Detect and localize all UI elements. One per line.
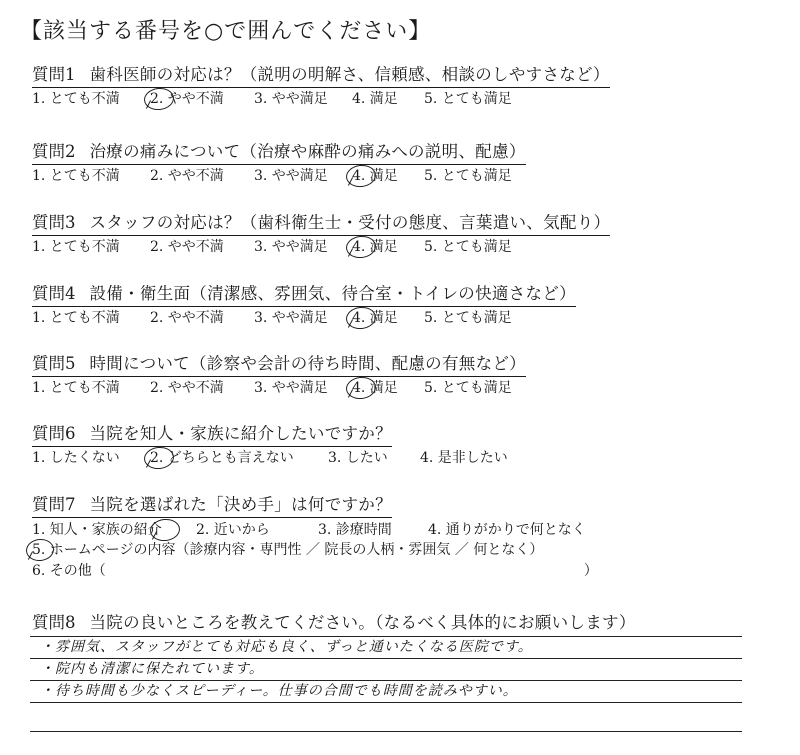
question-5-options — [32, 378, 534, 398]
question-2-text: 治療の痛みについて（治療や麻酔の痛みへの説明、配慮） — [89, 142, 526, 161]
question-4-label: 質問4 — [32, 284, 76, 303]
question-3 — [32, 212, 610, 257]
q5-option-2[interactable]: 2. やや不満 — [150, 380, 224, 396]
q1-option-5[interactable]: 5. とても満足 — [424, 91, 512, 107]
q7-option-6-row — [32, 561, 598, 582]
question-7-text: 当院を選ばれた「決め手」は何ですか？ — [89, 495, 392, 514]
q2-option-5[interactable]: 5. とても満足 — [424, 168, 512, 184]
question-5-text: 時間について（診察や会計の待ち時間、配慮の有無など） — [89, 354, 526, 373]
question-1-text: 歯科医師の対応は？（説明の明解さ、信頼感、相談のしやすさなど） — [89, 65, 610, 84]
question-3-text: スタッフの対応は？（歯科衛生士・受付の態度、言葉遣い、気配り） — [89, 213, 611, 232]
answer-line-3[interactable]: ・待ち時間も少なくスピーディー。仕事の合間でも時間を読みやすい。 — [30, 681, 742, 703]
question-8-text: 当院の良いところを教えてください。（なるべく具体的にお願いします） — [89, 613, 636, 632]
q7-option-5[interactable]: 5. ホームページの内容（診療内容・専門性 ／ 院長の人柄・雰囲気 ／ 何となく） — [32, 542, 544, 558]
question-1-options — [32, 89, 610, 109]
q7-option-4[interactable]: 4. 通りがかりで何となく — [428, 522, 586, 538]
q2-option-1[interactable]: 1. とても不満 — [32, 168, 120, 184]
q7-option-3[interactable]: 3. 診療時間 — [318, 522, 392, 538]
question-3-heading — [32, 212, 610, 236]
question-6 — [32, 423, 530, 468]
q1-option-4[interactable]: 4. 満足 — [352, 91, 398, 107]
question-2-label: 質問2 — [32, 142, 76, 161]
question-8 — [32, 612, 636, 635]
form-title: 【該当する番号を○で囲んでください】 — [20, 19, 432, 44]
question-2-heading — [32, 141, 526, 165]
q4-option-5[interactable]: 5. とても満足 — [424, 310, 512, 326]
question-6-options — [32, 448, 530, 468]
q4-option-4[interactable]: 4. 満足 — [352, 310, 398, 326]
q3-option-1[interactable]: 1. とても不満 — [32, 239, 120, 255]
q4-option-2[interactable]: 2. やや不満 — [150, 310, 224, 326]
question-5-label: 質問5 — [32, 354, 76, 373]
question-1-label: 質問1 — [32, 65, 76, 84]
q1-option-3[interactable]: 3. やや満足 — [254, 91, 328, 107]
question-2 — [32, 141, 534, 186]
question-6-text: 当院を知人・家族に紹介したいですか？ — [89, 424, 392, 443]
q6-option-4[interactable]: 4. 是非したい — [420, 450, 508, 466]
q1-option-1[interactable]: 1. とても不満 — [32, 91, 120, 107]
question-4-text: 設備・衛生面（清潔感、雰囲気、待合室・トイレの快適さなど） — [89, 284, 576, 303]
answer-line-2[interactable]: ・院内も清潔に保たれています。 — [30, 659, 742, 681]
question-5 — [32, 353, 534, 398]
question-6-heading — [32, 423, 392, 447]
q5-option-1[interactable]: 1. とても不満 — [32, 380, 120, 396]
q4-option-1[interactable]: 1. とても不満 — [32, 310, 120, 326]
q6-option-1[interactable]: 1. したくない — [32, 450, 120, 466]
q7-option-1[interactable]: 1. 知人・家族の紹介 — [32, 522, 162, 538]
q7-option-6-close: ） — [583, 563, 598, 579]
question-4-heading — [32, 283, 576, 307]
question-7-options-row1 — [32, 520, 598, 540]
q3-option-2[interactable]: 2. やや不満 — [150, 239, 224, 255]
question-7-label: 質問7 — [32, 495, 76, 514]
question-4 — [32, 283, 576, 328]
question-8-heading — [32, 612, 636, 635]
question-7 — [32, 494, 598, 582]
q4-option-3[interactable]: 3. やや満足 — [254, 310, 328, 326]
q2-option-4[interactable]: 4. 満足 — [352, 168, 398, 184]
q5-option-4[interactable]: 4. 満足 — [352, 380, 398, 396]
q1-option-2[interactable]: 2. やや不満 — [150, 91, 224, 107]
q3-option-5[interactable]: 5. とても満足 — [424, 239, 512, 255]
question-3-options — [32, 237, 610, 257]
question-1 — [32, 64, 610, 109]
q2-option-2[interactable]: 2. やや不満 — [150, 168, 224, 184]
q7-option-2[interactable]: 2. 近いから — [196, 522, 270, 538]
q6-option-2[interactable]: 2. どちらとも言えない — [150, 450, 294, 466]
answer-line-4[interactable] — [30, 703, 742, 732]
question-5-heading — [32, 353, 526, 377]
question-1-heading — [32, 64, 610, 88]
question-2-options — [32, 166, 534, 186]
q2-option-3[interactable]: 3. やや満足 — [254, 168, 328, 184]
q5-option-5[interactable]: 5. とても満足 — [424, 380, 512, 396]
q6-option-3[interactable]: 3. したい — [328, 450, 388, 466]
answer-line-1[interactable]: ・雰囲気、スタッフがとても対応も良く、ずっと通いたくなる医院です。 — [30, 636, 742, 659]
q3-option-4[interactable]: 4. 満足 — [352, 239, 398, 255]
q7-option-6[interactable]: 6. その他（ — [32, 563, 106, 579]
question-7-heading — [32, 494, 392, 518]
question-8-answer-lines — [30, 636, 742, 732]
question-3-label: 質問3 — [32, 213, 76, 232]
q3-option-3[interactable]: 3. やや満足 — [254, 239, 328, 255]
question-4-options — [32, 308, 576, 328]
question-8-label: 質問8 — [32, 613, 76, 632]
q5-option-3[interactable]: 3. やや満足 — [254, 380, 328, 396]
question-6-label: 質問6 — [32, 424, 76, 443]
